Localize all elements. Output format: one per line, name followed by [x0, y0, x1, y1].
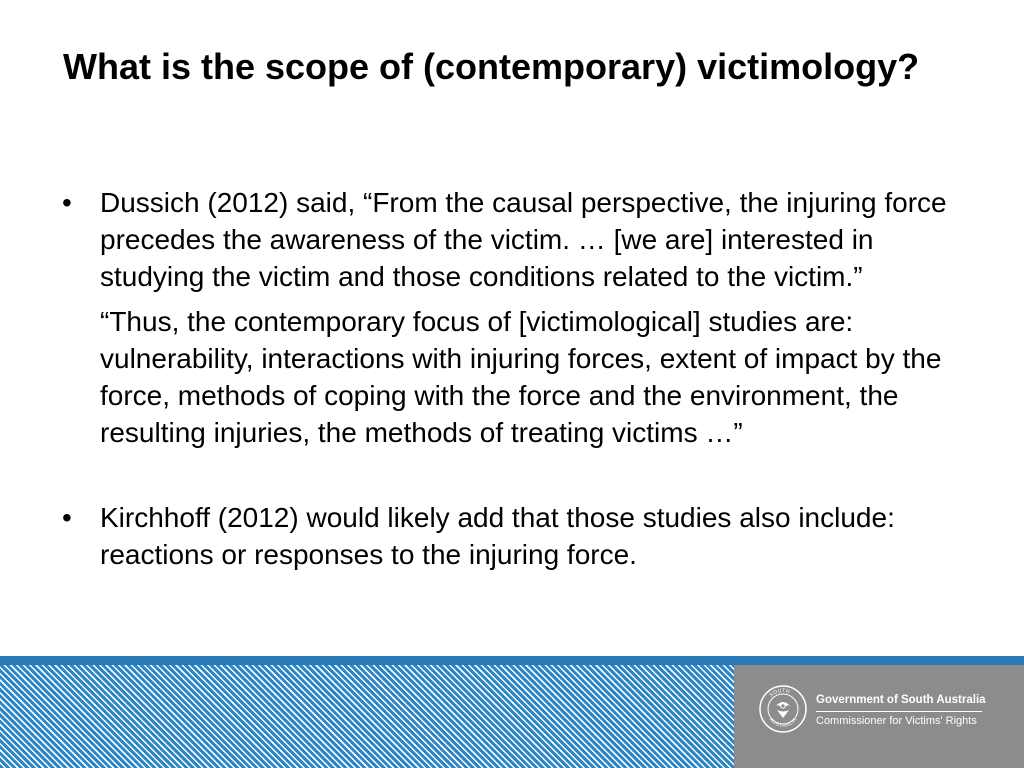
bullet-text-dussich: Dussich (2012) said, “From the causal perspective, the injuring force precedes the awareness of the victim. … [we are] interested in studying the victim and those conditions related to the victim.”: [100, 187, 947, 292]
footer-hatch-pattern: [0, 665, 734, 768]
bullet-marker: •: [62, 502, 72, 533]
government-name: Government of South Australia: [816, 694, 986, 706]
department-name: Commissioner for Victims' Rights: [816, 715, 977, 727]
bullet-text-kirchhoff: Kirchhoff (2012) would likely add that those studies also include: reactions or responses to the injuring force.: [100, 502, 895, 570]
svg-text:AUSTRALIA: AUSTRALIA: [767, 716, 799, 730]
bullet-item-kirchhoff: [62, 499, 962, 573]
footer-stripe: [0, 656, 1024, 665]
slide-body: [62, 184, 962, 573]
bullet-marker: •: [62, 187, 72, 218]
government-logo-panel: [734, 665, 1024, 768]
sa-government-seal-icon: [758, 684, 808, 734]
svg-text:SOUTH: SOUTH: [768, 687, 791, 699]
logo-divider: [816, 711, 982, 712]
bullet-item-dussich: [62, 184, 962, 295]
footer-banner: [0, 656, 1024, 768]
slide-title: What is the scope of (contemporary) victimology?: [63, 46, 920, 87]
quote-continuation: “Thus, the contemporary focus of [victimological] studies are: vulnerability, interactions with injuring forces, extent of impact by the force, methods of coping with the force and the environment, the resulting injuries, the methods of treating victims …”: [100, 306, 942, 448]
